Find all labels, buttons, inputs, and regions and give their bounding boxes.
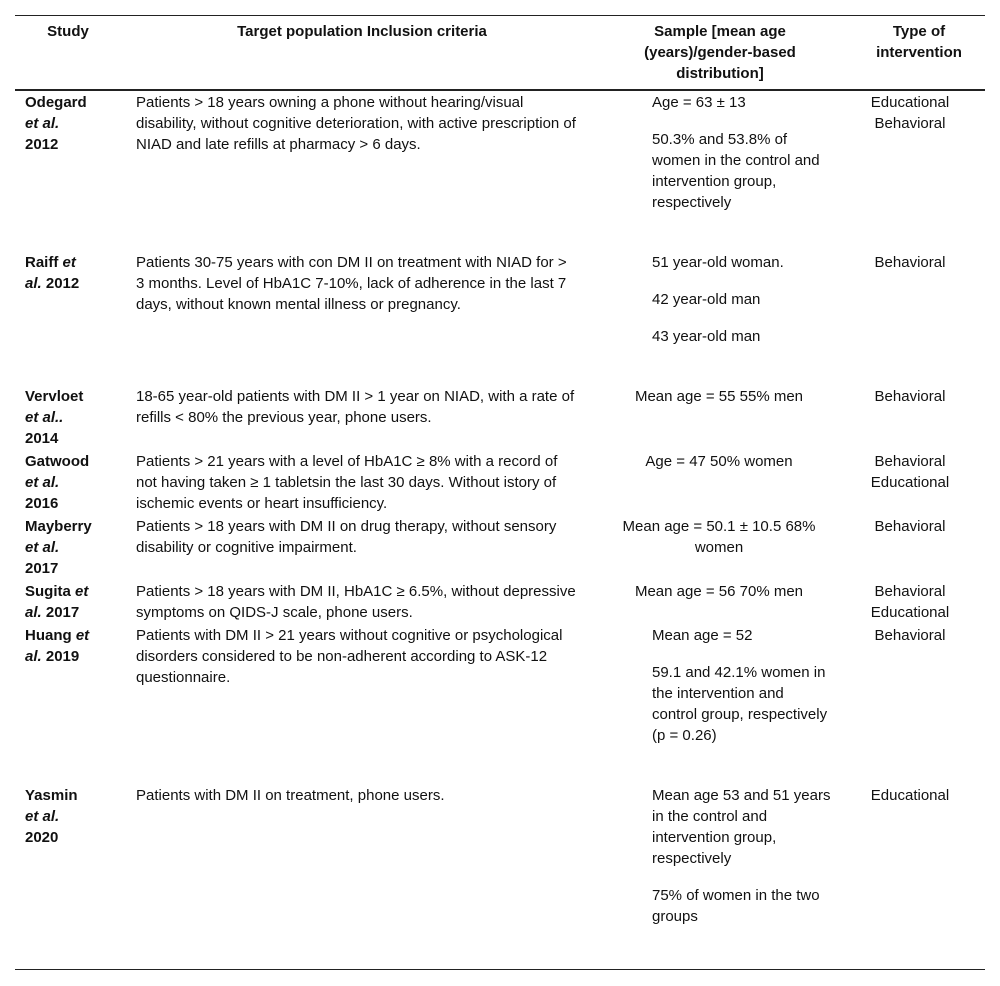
type-cell: Behavioral [874, 627, 946, 644]
sample-cell: Mean age = 50.1 ± 10.5 68% women [622, 518, 816, 556]
sample-cell: Mean age = 55 55% men [634, 388, 804, 405]
header-sample: Sample [mean age (years)/gender-based distribution] [644, 23, 796, 82]
type-cell: Educational [870, 787, 950, 804]
header-study: Study [47, 23, 89, 40]
study-cell: Odegard et al. 2012 [25, 94, 87, 153]
sample-cell: Mean age = 56 70% men [634, 583, 804, 600]
study-cell: Yasmin et al. 2020 [25, 787, 78, 846]
target-cell: 18-65 year-old patients with DM II > 1 year on NIAD, with a rate of refills < 80% the previous year, phone users. [136, 388, 575, 426]
type-cell: Behavioral [874, 254, 946, 271]
sample-cell: Age = 47 50% women [645, 453, 793, 470]
type-cell: Behavioral [874, 518, 946, 535]
target-cell: Patients > 18 years owning a phone without hearing/visual disability, without cognitive deterioration, with active prescription of NIAD and late refills at pharmacy > 6 days. [136, 94, 576, 153]
table-top-rule [15, 15, 985, 16]
table-bottom-rule [15, 969, 985, 970]
study-cell: Gatwood et al. 2016 [25, 453, 90, 512]
table-header-rule [15, 89, 985, 91]
study-cell: Raiff et al. 2012 [25, 254, 80, 292]
target-cell: Patients > 21 years with a level of HbA1C ≥ 8% with a record of not having taken ≥ 1 tabletsin the last 30 days. Without istory of ischemic events or heart insufficiency. [136, 453, 558, 512]
target-cell: Patients with DM II on treatment, phone users. [136, 787, 445, 804]
type-cell: Educational Behavioral [870, 94, 950, 132]
type-cell: Behavioral Educational [870, 453, 950, 491]
study-cell: Mayberry et al. 2017 [25, 518, 92, 577]
target-cell: Patients 30-75 years with con DM II on treatment with NIAD for > 3 months. Level of HbA1C 7-10%, lack of adherence in the last 7 days, without known mental illness or pregnancy. [136, 254, 567, 313]
target-cell: Patients with DM II > 21 years without cognitive or psychological disorders considered to be non-adherent according to ASK-12 questionnaire. [136, 627, 563, 686]
target-cell: Patients > 18 years with DM II, HbA1C ≥ 6.5%, without depressive symptoms on QIDS-J scale, phone users. [136, 583, 576, 621]
target-cell: Patients > 18 years with DM II on drug therapy, without sensory disability or cognitive impairment. [136, 518, 557, 556]
header-intervention-type: Type of intervention [876, 23, 962, 61]
sample-cell: 51 year-old woman. 42 year-old man 43 year-old man [652, 254, 784, 345]
study-cell: Huang et al. 2019 [25, 627, 90, 665]
study-cell: Sugita et al. 2017 [25, 583, 89, 621]
sample-cell: Age = 63 ± 13 50.3% and 53.8% of women in the control and intervention group, respectively [652, 94, 820, 211]
header-target-population: Target population Inclusion criteria [237, 23, 487, 40]
study-cell: Vervloet et al.. 2014 [25, 388, 84, 447]
sample-cell: Mean age = 52 59.1 and 42.1% women in the intervention and control group, respectively (p = 0.26) [652, 627, 828, 744]
type-cell: Behavioral Educational [870, 583, 950, 621]
sample-cell: Mean age 53 and 51 years in the control and intervention group, respectively 75% of women in the two groups [652, 787, 831, 925]
type-cell: Behavioral [874, 388, 946, 405]
